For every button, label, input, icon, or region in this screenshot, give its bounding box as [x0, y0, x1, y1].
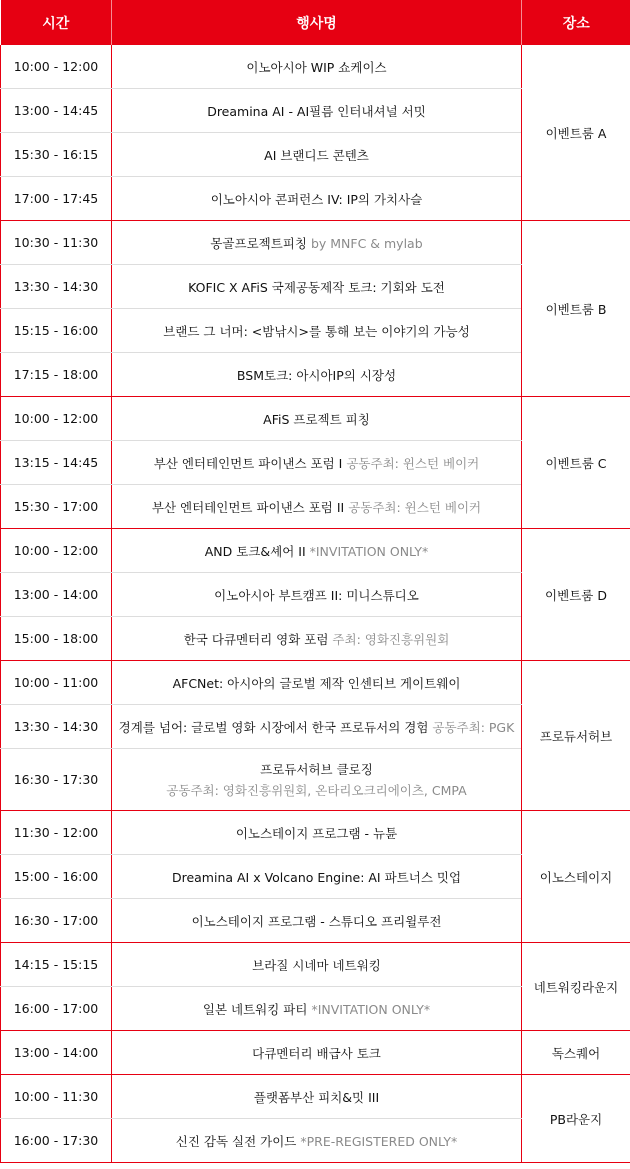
- event-title: 프로듀서허브 클로징: [260, 762, 373, 777]
- venue-cell: 이벤트룸 A: [522, 45, 630, 221]
- event-title: 이노아시아 WIP 쇼케이스: [246, 59, 387, 75]
- schedule-row: [1, 45, 630, 89]
- session-event: [112, 177, 522, 221]
- venue-cell: 프로듀서허브: [522, 661, 630, 811]
- session-time: 13:00 - 14:00: [1, 573, 112, 617]
- session-event: [112, 353, 522, 397]
- event-title: Dreamina AI - AI필름 인터내셔널 서밋: [207, 103, 426, 119]
- venue-cell: 이벤트룸 C: [522, 397, 630, 529]
- schedule-row: [1, 397, 630, 441]
- table-header: [1, 0, 630, 45]
- session-time: 10:00 - 12:00: [1, 529, 112, 573]
- session-time: 13:30 - 14:30: [1, 705, 112, 749]
- session-event: [112, 45, 522, 89]
- session-event: [112, 661, 522, 705]
- session-event: [112, 133, 522, 177]
- session-time: 15:30 - 17:00: [1, 485, 112, 529]
- session-event: [112, 529, 522, 573]
- event-title: 이노아시아 콘퍼런스 IV: IP의 가치사슬: [210, 191, 423, 207]
- session-event: [112, 309, 522, 353]
- session-event: [112, 573, 522, 617]
- schedule-row: [1, 529, 630, 573]
- session-time: 16:00 - 17:30: [1, 1119, 112, 1163]
- session-event: [112, 987, 522, 1031]
- session-time: 11:30 - 12:00: [1, 811, 112, 855]
- session-event: [112, 749, 522, 811]
- session-time: 17:00 - 17:45: [1, 177, 112, 221]
- venue-cell: 독스퀘어: [522, 1031, 630, 1075]
- session-event: [112, 1119, 522, 1163]
- schedule-row: [1, 661, 630, 705]
- session-time: 13:00 - 14:45: [1, 89, 112, 133]
- venue-cell: 이벤트룸 D: [522, 529, 630, 661]
- event-title: 몽골프로젝트피칭: [210, 235, 307, 251]
- session-time: 15:00 - 18:00: [1, 617, 112, 661]
- event-title: 이노아시아 부트캠프 II: 미니스튜디오: [214, 587, 419, 603]
- event-title: 부산 엔터테인먼트 파이낸스 포럼 II: [151, 499, 345, 515]
- event-note: *INVITATION ONLY*: [305, 543, 429, 559]
- session-time: 10:00 - 11:30: [1, 1075, 112, 1119]
- event-title: AFCNet: 아시아의 글로벌 제작 인센티브 게이트웨이: [172, 675, 461, 691]
- session-time: 13:30 - 14:30: [1, 265, 112, 309]
- event-note: 주최: 영화진흥위원회: [328, 631, 450, 647]
- session-time: 10:00 - 12:00: [1, 45, 112, 89]
- event-title: 일본 네트워킹 파티: [202, 1001, 308, 1017]
- schedule-row: [1, 811, 630, 855]
- session-event: [112, 441, 522, 485]
- event-title: 브랜드 그 너머: <밤낚시>를 통해 보는 이야기의 가능성: [163, 323, 470, 339]
- session-event: [112, 265, 522, 309]
- session-event: [112, 705, 522, 749]
- session-event: [112, 89, 522, 133]
- event-note: 공동주최: PGK: [428, 719, 515, 735]
- session-event: [112, 617, 522, 661]
- session-event: [112, 899, 522, 943]
- event-title: 한국 다큐멘터리 영화 포럼: [183, 631, 329, 647]
- header-event: 행사명: [112, 0, 522, 45]
- session-event: [112, 943, 522, 987]
- venue-cell: PB라운지: [522, 1075, 630, 1163]
- session-time: 10:00 - 12:00: [1, 397, 112, 441]
- venue-cell: 이벤트룸 B: [522, 221, 630, 397]
- event-title: 다큐멘터리 배급사 토크: [252, 1045, 381, 1061]
- event-note: *INVITATION ONLY*: [307, 1001, 431, 1017]
- session-time: 16:30 - 17:00: [1, 899, 112, 943]
- event-note: by MNFC & mylab: [306, 235, 423, 251]
- schedule-row: [1, 1031, 630, 1075]
- schedule-row: [1, 943, 630, 987]
- session-time: 10:30 - 11:30: [1, 221, 112, 265]
- session-event: [112, 811, 522, 855]
- session-time: 16:30 - 17:30: [1, 749, 112, 811]
- session-time: 15:00 - 16:00: [1, 855, 112, 899]
- session-time: 13:15 - 14:45: [1, 441, 112, 485]
- header-time: 시간: [1, 0, 112, 45]
- event-title: 부산 엔터테인먼트 파이낸스 포럼 I: [153, 455, 343, 471]
- session-event: [112, 1031, 522, 1075]
- header-venue: 장소: [522, 0, 630, 45]
- session-time: 16:00 - 17:00: [1, 987, 112, 1031]
- event-title: AND 토크&셰어 II: [204, 543, 306, 559]
- session-event: [112, 855, 522, 899]
- event-cohost: 공동주최: 영화진흥위원회, 온타리오크리에이츠, CMPA: [166, 783, 467, 798]
- schedule-row: [1, 1075, 630, 1119]
- header-row: [1, 0, 630, 45]
- event-title: KOFIC X AFiS 국제공동제작 토크: 기회와 도전: [188, 279, 445, 295]
- session-time: 13:00 - 14:00: [1, 1031, 112, 1075]
- schedule-row: [1, 221, 630, 265]
- event-note: 공동주최: 윈스턴 베이커: [342, 455, 480, 471]
- session-event: [112, 221, 522, 265]
- venue-cell: 네트워킹라운지: [522, 943, 630, 1031]
- event-title: AFiS 프로젝트 피칭: [263, 411, 370, 427]
- event-title: 플랫폼부산 피치&밋 III: [253, 1089, 380, 1105]
- event-title: AI 브랜디드 콘텐츠: [264, 147, 369, 163]
- event-title: 이노스테이지 프로그램 - 스튜디오 프리윌루전: [191, 913, 442, 929]
- event-note: 공동주최: 윈스턴 베이커: [344, 499, 482, 515]
- session-event: [112, 485, 522, 529]
- session-event: [112, 1075, 522, 1119]
- session-time: 15:15 - 16:00: [1, 309, 112, 353]
- session-time: 17:15 - 18:00: [1, 353, 112, 397]
- schedule-body: [1, 45, 630, 1163]
- event-title: 경계를 넘어: 글로벌 영화 시장에서 한국 프로듀서의 경험: [118, 719, 429, 735]
- session-time: 14:15 - 15:15: [1, 943, 112, 987]
- event-title: 신진 감독 실전 가이드: [175, 1133, 297, 1149]
- event-title: BSM토크: 아시아IP의 시장성: [236, 367, 397, 383]
- event-title: 브라질 시네마 네트워킹: [252, 957, 381, 973]
- event-note: *PRE-REGISTERED ONLY*: [296, 1133, 458, 1149]
- session-time: 15:30 - 16:15: [1, 133, 112, 177]
- venue-cell: 이노스테이지: [522, 811, 630, 943]
- session-time: 10:00 - 11:00: [1, 661, 112, 705]
- session-event: [112, 397, 522, 441]
- event-title: Dreamina AI x Volcano Engine: AI 파트너스 밋업: [171, 869, 462, 885]
- event-title: 이노스테이지 프로그램 - 뉴튠: [235, 825, 398, 841]
